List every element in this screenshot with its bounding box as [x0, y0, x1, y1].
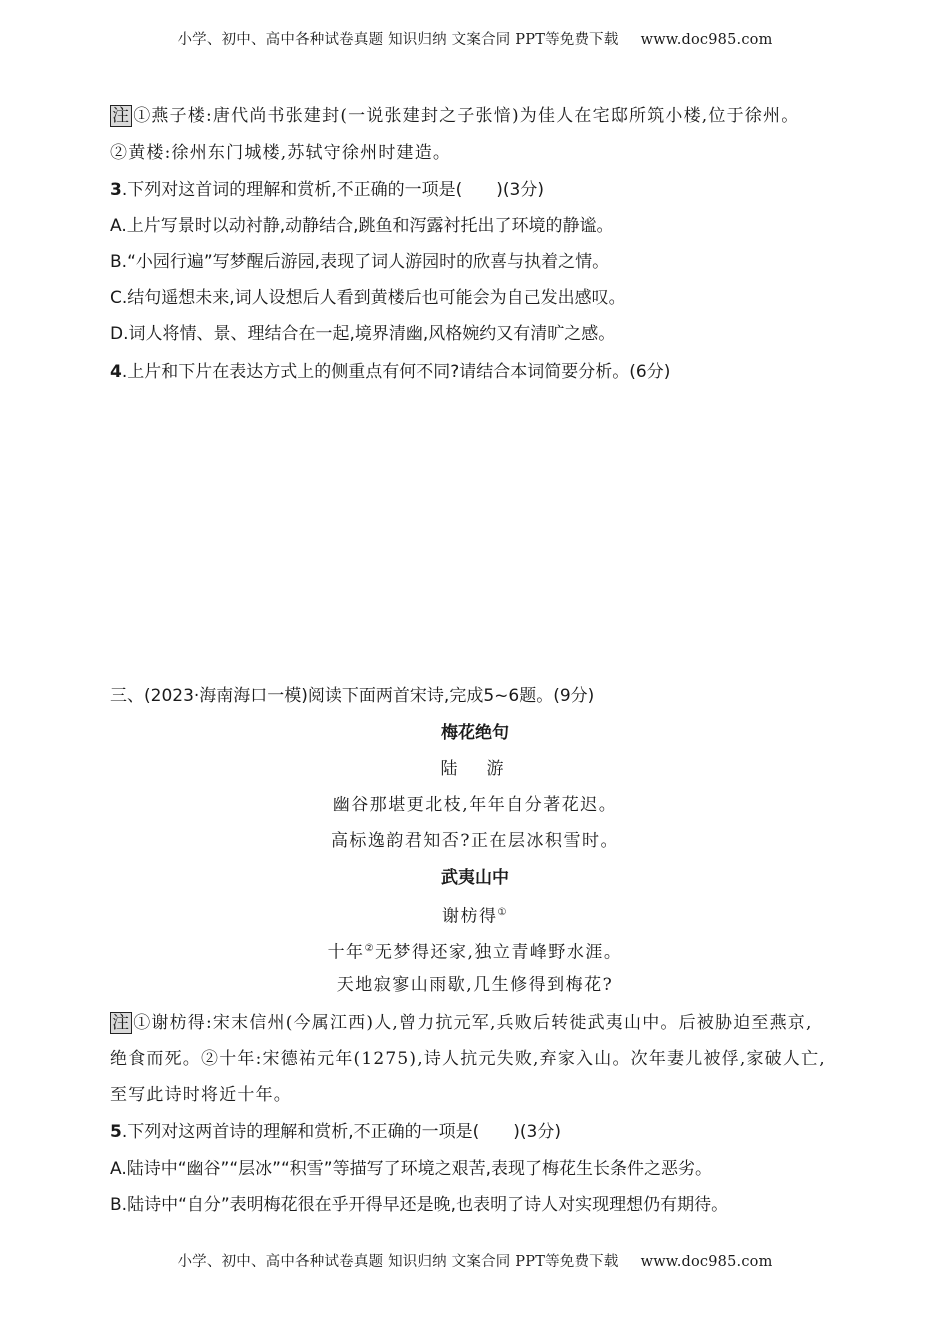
poem1-line2: 高标逸韵君知否?正在层冰积雪时。: [330, 831, 620, 851]
footer-url[interactable]: www.doc985.com: [640, 1254, 773, 1270]
q5-stem-text: .下列对这两首诗的理解和赏析,不正确的一项是( )(3分): [121, 1122, 561, 1142]
poem2-line1-mark: ②: [364, 943, 376, 954]
header-left-text: 小学、初中、高中各种试卷真题 知识归纳 文案合同 PPT等免费下载: [177, 32, 619, 48]
q3-stem: [110, 178, 544, 202]
poem2-author-mark: ①: [497, 907, 508, 918]
q3-option-b: B.“小园行遍”写梦醒后游园,表现了词人游园时的欣喜与执着之情。: [110, 252, 610, 272]
note2-box: 注: [112, 1013, 131, 1033]
q5-number: 5: [110, 1122, 122, 1142]
poem1-line1: 幽谷那堪更北枝,年年自分著花迟。: [332, 795, 618, 815]
header-url[interactable]: www.doc985.com: [640, 32, 773, 48]
note1-line1: [110, 104, 799, 128]
note2-line3: 至写此诗时将近十年。: [110, 1085, 292, 1105]
q5-option-a: A.陆诗中“幽谷”“层冰”“积雪”等描写了环境之艰苦,表现了梅花生长条件之恶劣。: [110, 1159, 712, 1179]
poem2-line2: 天地寂寥山雨歇,几生修得到梅花?: [336, 975, 614, 995]
q3-option-a: A.上片写景时以动衬静,动静结合,跳鱼和泻露衬托出了环境的静谧。: [110, 216, 614, 236]
note1-line2: ②黄楼:徐州东门城楼,苏轼守徐州时建造。: [110, 143, 452, 163]
q4-stem: [110, 360, 670, 384]
poem1-title: 梅花绝句: [441, 723, 509, 743]
q3-number: 3: [110, 180, 122, 200]
poem1-author: 陆 游: [440, 759, 510, 779]
note1-text1: ①燕子楼:唐代尚书张建封(一说张建封之子张愔)为佳人在宅邸所筑小楼,位于徐州。: [133, 106, 800, 126]
q3-option-d: D.词人将情、景、理结合在一起,境界清幽,风格婉约又有清旷之感。: [110, 324, 616, 344]
poem2-author: 谢枋得: [442, 906, 498, 927]
page-footer: [0, 1250, 950, 1271]
poem2-line1-pre: 十年: [327, 942, 365, 963]
q3-stem-text: .下列对这首词的理解和赏析,不正确的一项是( )(3分): [121, 180, 544, 200]
note2-text1: ①谢枋得:宋末信州(今属江西)人,曾力抗元军,兵败后转徙武夷山中。后被胁迫至燕京,: [133, 1013, 813, 1033]
poem2-line1-post: 无梦得还家,独立青峰野水涯。: [375, 942, 623, 963]
note2-line2: 绝食而死。②十年:宋德祐元年(1275),诗人抗元失败,弃家入山。次年妻儿被俘,家破人亡,: [110, 1049, 826, 1069]
page-header: [0, 28, 950, 49]
footer-left-text: 小学、初中、高中各种试卷真题 知识归纳 文案合同 PPT等免费下载: [177, 1254, 619, 1270]
q4-number: 4: [110, 362, 122, 382]
q3-option-c: C.结句遥想未来,词人设想后人看到黄楼后也可能会为自己发出感叹。: [110, 288, 626, 308]
note1-box: 注: [112, 106, 131, 126]
q5-option-b: B.陆诗中“自分”表明梅花很在乎开得早还是晚,也表明了诗人对实现理想仍有期待。: [110, 1195, 729, 1215]
note2-line1: [110, 1011, 813, 1035]
poem2-title: 武夷山中: [441, 868, 509, 888]
q4-stem-text: .上片和下片在表达方式上的侧重点有何不同?请结合本词简要分析。(6分): [121, 362, 671, 382]
poem2-author-line: [0, 901, 950, 929]
section3-intro: 三、(2023·海南海口一模)阅读下面两首宋诗,完成5~6题。(9分): [110, 686, 595, 706]
q5-stem: [110, 1120, 561, 1144]
poem2-line1: [0, 937, 950, 965]
